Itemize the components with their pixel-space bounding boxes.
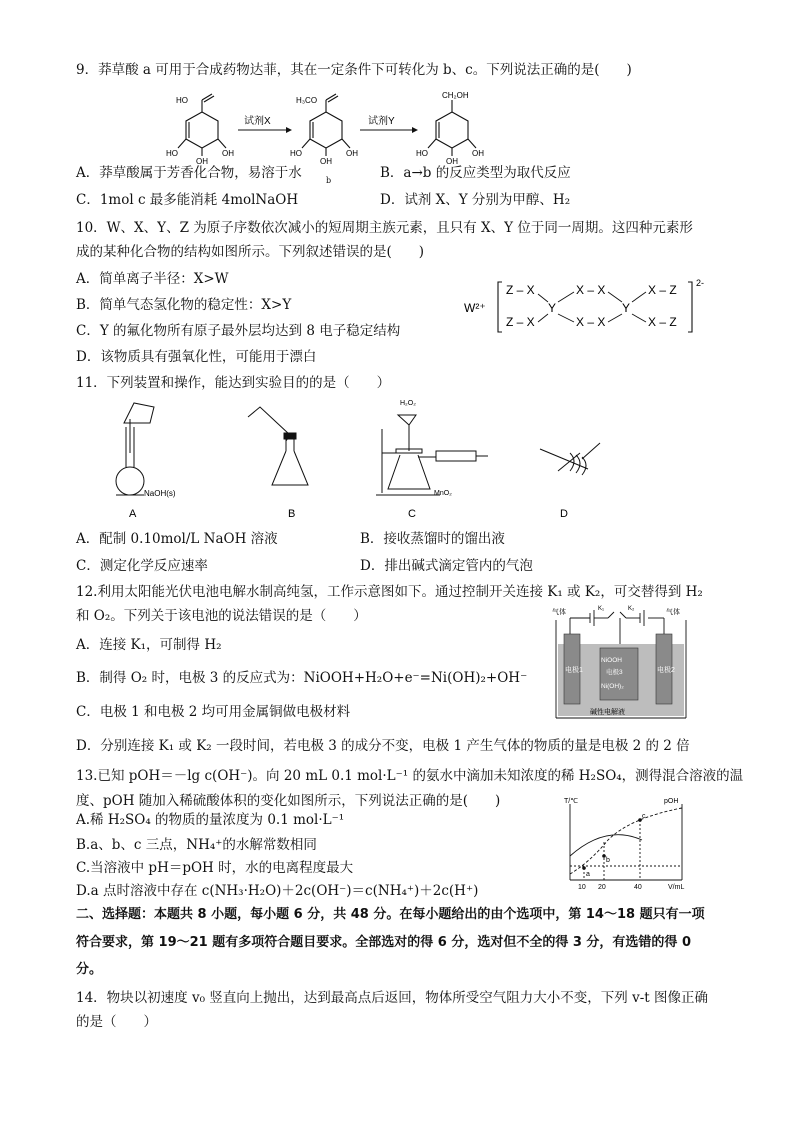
q10-option-a: A．简单离子半径：X>W [76, 271, 229, 287]
naoh-label: NaOH(s) [144, 489, 176, 498]
q10-stem-line2: 成的某种化合物的结构如图所示。下列叙述错误的是( ) [76, 244, 425, 260]
mol-c-ho: HO [416, 149, 428, 158]
g-x40: 40 [634, 884, 642, 891]
q9-option-c: C．1mol c 最多能消耗 4molNaOH [76, 192, 299, 208]
y-left: Y [548, 301, 557, 315]
section2-line2: 符合要求，第 19～21 题有多项符合题目要求。全部选对的得 6 分，选对但不全的得 3 分，有选错的得 0 [76, 935, 691, 950]
electrolyte-label: 碱性电解液 [590, 709, 625, 716]
q9-option-a: A．莽草酸属于芳香化合物，易溶于水 [76, 165, 302, 181]
mol-a-oh2: OH [222, 149, 234, 158]
q13-option-a: A.稀 H₂SO₄ 的物质的量浓度为 0.1 mol·L⁻¹ [76, 812, 345, 828]
k2-label: K₂ [628, 606, 635, 612]
q9-label-b: b [326, 176, 332, 185]
electrode3-bottom: Ni(OH)₂ [601, 683, 624, 690]
q14-stem-line2: 的是（ ） [76, 1014, 157, 1030]
mno2-label: MnO₂ [434, 490, 452, 497]
mol-b-oh1: OH [320, 157, 332, 166]
q9-option-b: B．a→b 的反应类型为取代反应 [380, 165, 571, 181]
electrode1-label: 电极1 [565, 667, 583, 674]
electrode3-top: NiOOH [601, 657, 622, 664]
label-b: B [288, 508, 296, 520]
xx-top: X – X [576, 283, 606, 297]
q13-stem-line1: 13.已知 pOH＝－lg c(OH⁻)。向 20 mL 0.1 mol·L⁻¹ 的氨水中滴加未知浓度的稀 H₂SO₄，测得混合溶液的温 [76, 768, 744, 784]
section2-line1: 二、选择题：本题共 8 小题，每小题 6 分，共 48 分。在每小题给出的由个选项中，第 14～18 题只有一项 [76, 907, 705, 922]
mol-c-top: CH₂OH [442, 91, 469, 100]
q12-stem-line2: 和 O₂。下列关于该电池的说法错误的是（ ） [76, 608, 367, 624]
q13-stem-line2: 度、pOH 随加入稀硫酸体积的变化如图所示，下列说法正确的是( ) [76, 793, 501, 809]
q9-reaction-scheme [160, 86, 520, 166]
g-v-label: V/mL [668, 884, 685, 891]
q11-option-c: C．测定化学反应速率 [76, 558, 208, 574]
mol-a-oh1: OH [196, 157, 208, 166]
y-right: Y [622, 301, 631, 315]
mol-b-top: H₃CO [296, 96, 318, 105]
q13-option-c: C.当溶液中 pH＝pOH 时，水的电离程度最大 [76, 860, 354, 876]
mol-b-oh2: OH [346, 149, 358, 158]
g-point-b: b [606, 857, 610, 864]
xz-top: X – Z [648, 283, 677, 297]
mol-a-ho: HO [166, 149, 178, 158]
xx-bottom: X – X [576, 315, 606, 329]
q13-option-b: B.a、b、c 三点，NH₄⁺的水解常数相同 [76, 837, 317, 853]
q12-option-d: D．分别连接 K₁ 或 K₂ 一段时间，若电极 3 的成分不变，电极 1 产生气体的物质的量是电极 2 的 2 倍 [76, 738, 690, 754]
w-ion-label: W²⁺ [464, 301, 486, 315]
apparatus-d [540, 443, 600, 475]
reagent-x-label: 试剂X [244, 116, 271, 127]
q12-option-a: A．连接 K₁，可制得 H₂ [76, 637, 222, 653]
electrode3-label: 电极3 [606, 669, 623, 676]
section2-line3: 分。 [76, 962, 103, 977]
q11-option-b: B．接收蒸馏时的馏出液 [360, 531, 505, 547]
h2o2-label: H₂O₂ [400, 400, 416, 407]
q14-stem-line1: 14．物块以初速度 v₀ 竖直向上抛出，达到最高点后返回，物体所受空气阻力大小不变，下列 v-t 图像正确 [76, 990, 708, 1006]
q11-option-a: A．配制 0.10mol/L NaOH 溶液 [76, 531, 278, 547]
apparatus-c [376, 415, 488, 495]
molecule-c [428, 100, 476, 156]
apparatus-a [116, 403, 154, 495]
gas-right-label: 气体 [666, 609, 680, 616]
g-point-c: c [642, 813, 646, 820]
label-c: C [408, 508, 416, 520]
q10-option-c: C．Y 的氟化物所有原子最外层均达到 8 电子稳定结构 [76, 323, 401, 339]
label-d: D [560, 508, 568, 520]
zx-bottom: Z – X [506, 315, 535, 329]
mol-b-ho: HO [290, 149, 302, 158]
k1-label: K₁ [598, 606, 605, 612]
q10-structure-diagram [460, 276, 720, 338]
q10-option-b: B．简单气态氢化物的稳定性：X>Y [76, 297, 292, 313]
q12-electrolysis-diagram [548, 604, 693, 722]
charge-label: 2- [696, 278, 705, 288]
q11-option-d: D．排出碱式滴定管内的气泡 [360, 558, 533, 574]
g-point-a: a [586, 871, 590, 878]
label-a: A [129, 508, 137, 520]
electrode2-label: 电极2 [657, 667, 675, 674]
reagent-y-label: 试剂Y [368, 116, 395, 127]
mol-a-top: HO [176, 96, 188, 105]
q10-option-d: D．该物质具有强氧化性，可能用于漂白 [76, 349, 317, 365]
q10-stem-line1: 10．W、X、Y、Z 为原子序数依次减小的短周期主族元素，且只有 X、Y 位于同一周期。这四种元素形 [76, 220, 693, 236]
q12-stem-line1: 12.利用太阳能光伏电池电解水制高纯氢，工作示意图如下。通过控制开关连接 K₁ 或 K₂，可交替得到 H₂ [76, 584, 703, 600]
g-t-label: T/℃ [564, 798, 579, 805]
q9-option-d: D．试剂 X、Y 分别为甲醇、H₂ [380, 192, 571, 208]
q12-option-c: C．电极 1 和电极 2 均可用金属铜做电极材料 [76, 704, 351, 720]
xz-bottom: X – Z [648, 315, 677, 329]
zx-top: Z – X [506, 283, 535, 297]
q9-stem: 9．莽草酸 a 可用于合成药物达菲，其在一定条件下可转化为 b、c。下列说法正确的是( ) [76, 62, 632, 78]
q13-option-d: D.a 点时溶液中存在 c(NH₃·H₂O)＋2c(OH⁻)＝c(NH₄⁺)＋2c(H⁺) [76, 883, 479, 899]
q11-stem: 11．下列装置和操作，能达到实验目的的是（ ） [76, 375, 391, 391]
g-x20: 20 [598, 884, 606, 891]
g-poh-label: pOH [664, 798, 679, 805]
q13-graph [560, 796, 700, 894]
mol-c-oh1: OH [446, 157, 458, 166]
g-x10: 10 [578, 884, 586, 891]
apparatus-b [248, 407, 308, 485]
mol-c-oh2: OH [472, 149, 484, 158]
gas-left-label: 气体 [552, 609, 566, 616]
q11-apparatus-figures [100, 393, 620, 525]
q12-option-b: B．制得 O₂ 时，电极 3 的反应式为：NiOOH+H₂O+e⁻=Ni(OH)₂+OH⁻ [76, 670, 528, 686]
